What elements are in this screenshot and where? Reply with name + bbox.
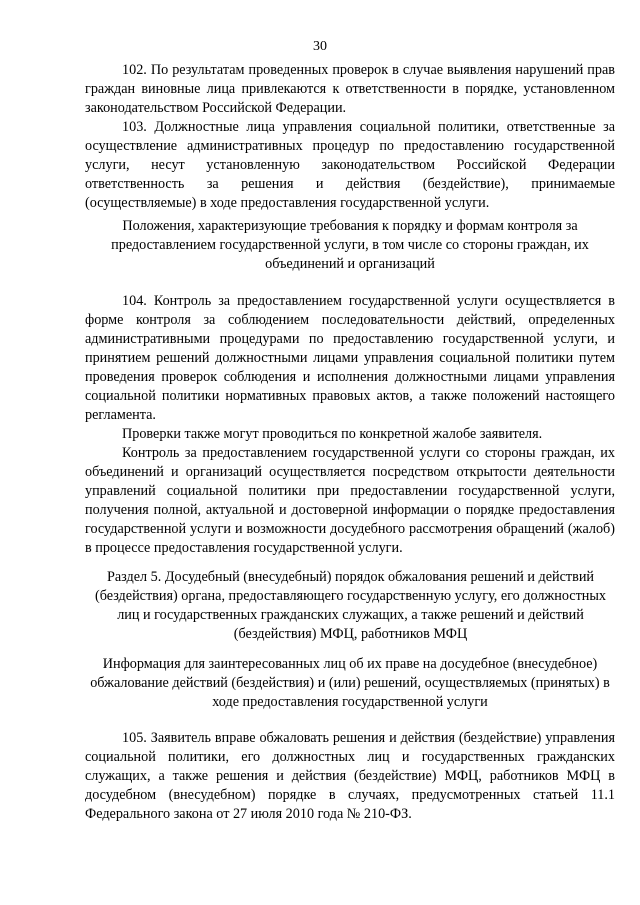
paragraph-103: 103. Должностные лица управления социальной политики, ответственные за осуществление административных процедур по предоставлению государственной услуги, несут установленную законодательством Российской Федерации ответственность за решения и действия (бездействие), принимаемые (осуществляемые) в ходе предоставления государственной услуги. bbox=[85, 119, 615, 211]
heading-control: Положения, характеризующие требования к порядку и формам контроля за предоставлением государственной услуги, в том числе со стороны граждан, их объединений и организаций bbox=[111, 218, 589, 272]
section-5-heading-block bbox=[88, 568, 613, 644]
heading-appeal-info-block bbox=[90, 655, 610, 712]
page-number: 30 bbox=[313, 39, 327, 54]
heading-appeal-info: Информация для заинтересованных лиц об их праве на досудебное (внесудебное) обжалование действий (бездействия) и (или) решений, осуществляемых (принятых) в ходе предоставления государственной услуги bbox=[90, 656, 610, 710]
paragraph-105: 105. Заявитель вправе обжаловать решения и действия (бездействие) управления социальной политики, его должностных лиц и государственных гражданских служащих, а также решения и действия (бездействие) МФЦ, работников МФЦ в досудебном (внесудебном) порядке в случаях, предусмотренных статьей 11.1 Федерального закона от 27 июля 2010 года № 210-ФЗ. bbox=[85, 730, 615, 822]
paragraph-102: 102. По результатам проведенных проверок в случае выявления нарушений прав граждан виновные лица привлекаются к ответственности в порядке, установленном законодательством Российской Федерации. bbox=[85, 62, 615, 116]
section-5-heading: Раздел 5. Досудебный (внесудебный) порядок обжалования решений и действий (бездействия) органа, предоставляющего государственную услугу, его должностных лиц и государственных гражданских служащих, а также решений и действий (бездействия) МФЦ, работников МФЦ bbox=[94, 569, 606, 642]
paragraph-104-checks: Проверки также могут проводиться по конкретной жалобе заявителя. bbox=[122, 426, 543, 442]
heading-control-block bbox=[92, 217, 608, 274]
paragraph-104: 104. Контроль за предоставлением государственной услуги осуществляется в форме контроля за соблюдением последовательности действий, определенных административными процедурами по предоставлению государственной услуги, и принятием решений должностными лицами управления социальной политики путем проведения проверок соблюдения и исполнения должностными лицами управления социальной политики нормативных правовых актов, а также положений настоящего регламента. bbox=[85, 293, 615, 423]
paragraph-105-block bbox=[85, 729, 615, 824]
paragraph-102-block bbox=[85, 61, 615, 118]
paragraph-104-block bbox=[85, 292, 615, 558]
paragraph-103-block bbox=[85, 118, 615, 213]
paragraph-104-citizens: Контроль за предоставлением государственной услуги со стороны граждан, их объединений и организаций осуществляется посредством открытости деятельности управлений социальной политики при предоставлении государственной услуги, получения полной, актуальной и достоверной информации о порядке предоставления государственной услуги и возможности досудебного рассмотрения обращений (жалоб) в процессе предоставления государственной услуги. bbox=[85, 445, 615, 556]
